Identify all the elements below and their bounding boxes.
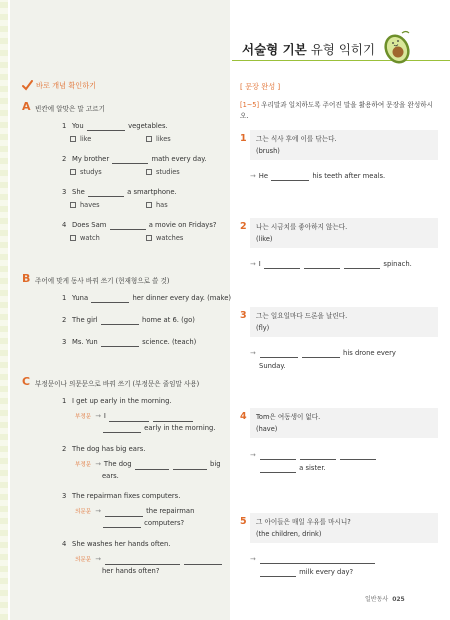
answer-blank[interactable] <box>153 415 193 422</box>
a-question-2: 2 My brother math every day. <box>62 155 207 163</box>
answer-blank[interactable] <box>304 262 340 269</box>
item-number-1: 1 <box>240 133 247 144</box>
answer-blank[interactable] <box>260 570 296 577</box>
arrow-icon: → <box>250 451 256 459</box>
a2-option-1[interactable]: studys <box>70 168 102 176</box>
arrow-icon: → <box>95 412 101 420</box>
arrow-icon: → <box>95 507 101 515</box>
a-question-4: 4 Does Sam a movie on Fridays? <box>62 221 217 229</box>
page-footer: 일반동사 025 <box>365 596 405 603</box>
arrow-icon: → <box>250 172 256 180</box>
section-letter-c: C <box>22 375 31 388</box>
c3-answer-line-2: computers? <box>102 519 184 528</box>
checkbox[interactable] <box>70 136 76 142</box>
instructions: [1~5] 우리말과 일치하도록 주어진 말을 활용하여 문장을 완성하시오. <box>240 101 433 120</box>
answer-blank[interactable] <box>300 453 336 460</box>
answer-blank[interactable] <box>260 351 298 358</box>
page-edge-pattern <box>0 0 8 620</box>
section-letter-a: A <box>22 100 31 113</box>
b-question-2: 2 The girl home at 6. (go) <box>62 316 195 324</box>
answer-blank[interactable] <box>103 521 141 528</box>
section-letter-b: B <box>22 272 31 285</box>
c4-answer-line-1: 의문문 → <box>75 555 223 565</box>
a-question-1: 1 You vegetables. <box>62 122 168 130</box>
prompt-box-3: 그는 일요일마다 드론을 날린다. (fly) <box>250 307 438 337</box>
a4-option-1[interactable]: watch <box>70 234 100 242</box>
answer-blank[interactable] <box>101 318 139 325</box>
answer-line-1: → He his teeth after meals. <box>250 172 386 180</box>
answer-blank[interactable] <box>88 190 124 197</box>
c-question-4: 4 She washes her hands often. <box>62 540 171 548</box>
b-question-1: 1 Yuna her dinner every day. (make) <box>62 294 232 302</box>
section-c-heading: 부정문이나 의문문으로 바꿔 쓰기 (부정문은 줄임말 사용) <box>35 380 200 388</box>
arrow-icon: → <box>250 260 256 268</box>
answer-line-5b: milk every day? <box>259 568 353 577</box>
c-question-3: 3 The repairman fixes computers. <box>62 492 181 500</box>
page-title: 서술형 기본 유형 익히기 <box>242 42 376 57</box>
c1-answer-line-1: 부정문 → I <box>75 412 194 422</box>
right-section-title: [ 문장 완성 ] <box>240 82 281 91</box>
answer-blank[interactable] <box>173 463 207 470</box>
checkmark-icon <box>22 80 33 91</box>
arrow-icon: → <box>250 555 256 563</box>
prompt-box-4: Tom은 여동생이 없다. (have) <box>250 408 438 438</box>
a1-option-1[interactable]: like <box>70 135 91 143</box>
b-question-3: 3 Ms. Yun science. (teach) <box>62 338 197 346</box>
answer-blank[interactable] <box>91 296 129 303</box>
answer-blank[interactable] <box>110 223 146 230</box>
answer-blank[interactable] <box>112 157 148 164</box>
answer-line-4b: a sister. <box>259 464 326 473</box>
a4-option-2[interactable]: watches <box>146 234 183 242</box>
avocado-icon <box>380 28 414 66</box>
answer-line-3: → his drone every <box>250 349 396 357</box>
checkbox[interactable] <box>146 169 152 175</box>
checkbox[interactable] <box>146 235 152 241</box>
item-number-3: 3 <box>240 310 247 321</box>
checkbox[interactable] <box>146 202 152 208</box>
item-number-5: 5 <box>240 516 247 527</box>
a-question-3: 3 She a smartphone. <box>62 188 177 196</box>
item-number-2: 2 <box>240 221 247 232</box>
c3-answer-line-1: 의문문 → the repairman <box>75 507 195 515</box>
prompt-box-1: 그는 식사 후에 이를 닦는다. (brush) <box>250 130 438 160</box>
checkbox[interactable] <box>70 169 76 175</box>
answer-blank[interactable] <box>184 558 222 565</box>
answer-line-5 <box>250 555 376 564</box>
c2-answer-line-1: 부정문 → The dog big <box>75 460 221 468</box>
arrow-icon: → <box>250 349 256 357</box>
answer-blank[interactable] <box>302 351 340 358</box>
c2-answer-line-2: ears. <box>102 472 119 480</box>
answer-blank[interactable] <box>105 558 180 565</box>
c-question-1: 1 I get up early in the morning. <box>62 397 172 405</box>
c4-answer-line-2: her hands often? <box>102 567 160 575</box>
a1-option-2[interactable]: likes <box>146 135 171 143</box>
a3-option-2[interactable]: has <box>146 201 168 209</box>
answer-blank[interactable] <box>105 510 143 517</box>
answer-blank[interactable] <box>271 174 309 181</box>
checkbox[interactable] <box>70 235 76 241</box>
answer-line-2: → I spinach. <box>250 260 412 268</box>
left-section-title: 바로 개념 확인하기 <box>36 81 97 90</box>
section-a-heading: 빈칸에 알맞은 말 고르기 <box>35 105 105 113</box>
answer-blank[interactable] <box>109 415 149 422</box>
answer-blank[interactable] <box>135 463 169 470</box>
answer-blank[interactable] <box>260 453 296 460</box>
c1-answer-line-2: early in the morning. <box>102 424 216 433</box>
section-b-heading: 주어에 맞게 동사 바꿔 쓰기 (현재형으로 쓸 것) <box>35 277 170 285</box>
arrow-icon: → <box>95 555 101 563</box>
prompt-box-2: 나는 시금치를 좋아하지 않는다. (like) <box>250 218 438 248</box>
answer-blank[interactable] <box>260 557 375 564</box>
header-rule <box>232 60 450 61</box>
answer-blank[interactable] <box>103 426 141 433</box>
checkbox[interactable] <box>70 202 76 208</box>
a2-option-2[interactable]: studies <box>146 168 180 176</box>
answer-blank[interactable] <box>340 453 376 460</box>
answer-blank[interactable] <box>260 466 296 473</box>
checkbox[interactable] <box>146 136 152 142</box>
c-question-2: 2 The dog has big ears. <box>62 445 146 453</box>
answer-line-3b: Sunday. <box>259 362 286 370</box>
answer-blank[interactable] <box>87 124 125 131</box>
a3-option-1[interactable]: haves <box>70 201 100 209</box>
arrow-icon: → <box>95 460 101 468</box>
answer-blank[interactable] <box>264 262 300 269</box>
answer-line-4 <box>250 451 377 460</box>
prompt-box-5: 그 아이들은 매일 우유를 마시니? (the children, drink) <box>250 513 438 543</box>
answer-blank[interactable] <box>101 340 139 347</box>
item-number-4: 4 <box>240 411 247 422</box>
answer-blank[interactable] <box>344 262 380 269</box>
